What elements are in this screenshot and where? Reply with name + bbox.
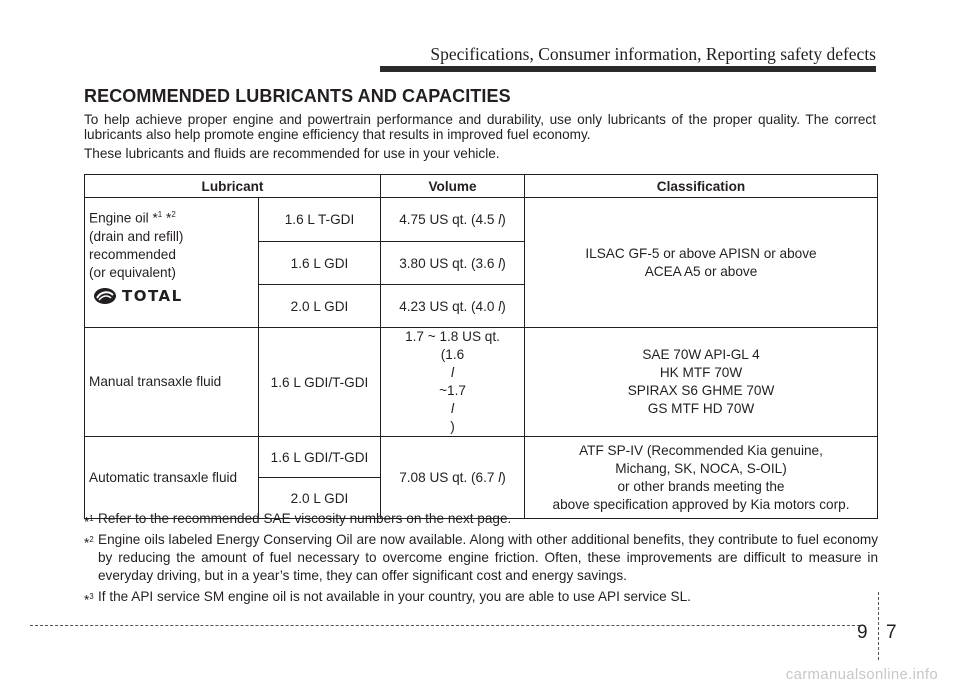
automatic-transaxle-classification: ATF SP-IV (Recommended Kia genuine, Michang, SK, NOCA, S-OIL) or other brands meeting the above specification approved by Kia motors corp. xyxy=(525,437,878,519)
col-header-lubricant: Lubricant xyxy=(85,175,381,198)
intro-paragraph-2: These lubricants and fluids are recommended for use in your vehicle. xyxy=(84,146,500,161)
total-logo: TOTAL xyxy=(93,287,183,305)
volume-cell: 4.23 US qt. (4.0 l) xyxy=(381,285,525,328)
engine-variant: 2.0 L GDI xyxy=(259,478,381,519)
footer-divider xyxy=(30,625,860,626)
volume-cell: 3.80 US qt. (3.6 l) xyxy=(381,242,525,285)
lubricants-table xyxy=(84,174,878,519)
engine-oil-label: Engine oil *$^1$ *$^2$ xyxy=(89,210,176,226)
page-number-divider xyxy=(878,592,879,660)
engine-oil-cell: Engine oil *$^1$ *$^2$ (drain and refill) recommended (or equivalent) TOTAL xyxy=(85,198,259,328)
footnote-3: *$^3$ If the API service SM engine oil is not available in your country, you are able to use API service SL. xyxy=(84,589,691,608)
section-header: Specifications, Consumer information, Reporting safety defects xyxy=(430,44,876,64)
volume-cell: 4.75 US qt. (4.5 l) xyxy=(381,198,525,242)
footnotes xyxy=(84,510,878,606)
engine-variant: 2.0 L GDI xyxy=(259,285,381,328)
header-rule xyxy=(380,66,876,72)
table-row xyxy=(85,437,878,478)
footnote-1: *$^1$ Refer to the recommended SAE viscosity numbers on the next page. xyxy=(84,511,512,530)
table-row xyxy=(85,198,878,242)
engine-variant: 1.6 L GDI xyxy=(259,242,381,285)
intro-paragraph-1: To help achieve proper engine and powertrain performance and durability, use only lubricants of the proper quality. The correct lubricants also help promote engine efficiency that results in improved fuel economy. xyxy=(84,112,876,142)
page-title: RECOMMENDED LUBRICANTS AND CAPACITIES xyxy=(84,86,511,106)
chapter-number: 9 xyxy=(857,622,868,643)
watermark: carmanualsonline.info xyxy=(785,666,938,683)
engine-oil-classification: ILSAC GF-5 or above APISN or above ACEA A5 or above xyxy=(525,198,878,328)
engine-variant: 1.6 L GDI/T-GDI xyxy=(259,328,381,437)
total-emblem-icon xyxy=(93,287,117,305)
footnote-2: *$^2$ Engine oils labeled Energy Conserving Oil are now available. Along with other additional benefits, they contribute to fuel economy by reducing the amount of fuel necessary to overcome engine friction. Often, these improvements are difficult to measure in everyday driving, but in a year’s time, they can offer significant cost and energy savings. xyxy=(84,532,878,583)
volume-cell: 7.08 US qt. (6.7 l) xyxy=(381,437,525,519)
volume-cell: 1.7 ~ 1.8 US qt. (1.6 l ~1.7 l ) xyxy=(381,328,525,437)
engine-variant: 1.6 L GDI/T-GDI xyxy=(259,437,381,478)
automatic-transaxle-label: Automatic transaxle fluid xyxy=(85,437,259,519)
engine-variant: 1.6 L T-GDI xyxy=(259,198,381,242)
table-row xyxy=(85,328,878,437)
col-header-classification: Classification xyxy=(525,175,878,198)
manual-transaxle-classification: SAE 70W API-GL 4 HK MTF 70W SPIRAX S6 GHME 70W GS MTF HD 70W xyxy=(525,328,878,437)
page-number: 7 xyxy=(886,622,897,643)
col-header-volume: Volume xyxy=(381,175,525,198)
manual-transaxle-label: Manual transaxle fluid xyxy=(85,328,259,437)
